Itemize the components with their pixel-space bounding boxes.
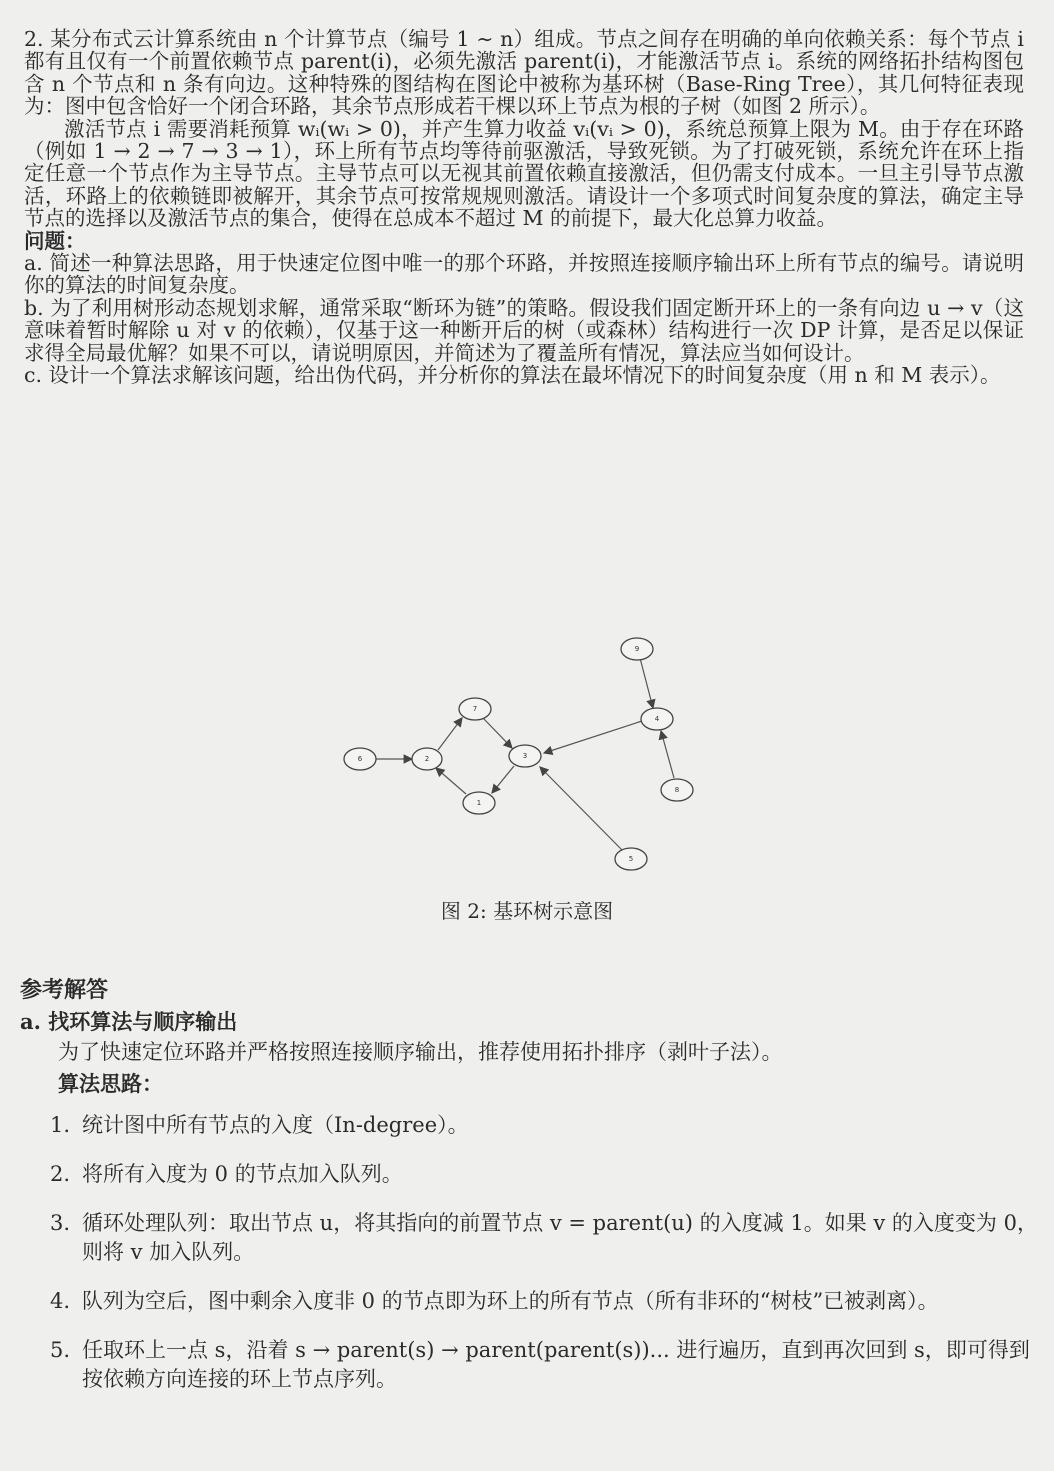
step-text: 将所有入度为 0 的节点加入队列。 — [82, 1162, 403, 1186]
node-label: 5 — [628, 855, 634, 863]
algorithm-steps — [20, 1111, 1040, 1394]
question-a: a. 简述一种算法思路，用于快速定位图中唯一的那个环路，并按照连接顺序输出环上所有节点的编号。请说明你的算法的时间复杂度。 — [24, 251, 1024, 298]
node-label: 8 — [674, 786, 680, 794]
approach-label: 算法思路： — [58, 1071, 163, 1096]
question-b: b. 为了利用树形动态规划求解，通常采取“断环为链”的策略。假设我们固定断开环上的一条有向边 u → v（这意味着暂时解除 u 对 v 的依赖），仅基于这一种断开后的树（或森林）结构进行一次 DP 计算，是否足以保证求得全局最优解？如果不可以，请说明原因，并简述为了覆盖所有情况，算法应当如何设计。 — [24, 295, 1024, 365]
step-number: 5. — [50, 1338, 71, 1362]
edge-1-2 — [436, 768, 466, 794]
edge-5-3 — [540, 767, 622, 850]
questions-heading: 问题： — [24, 228, 86, 253]
node-label: 6 — [357, 755, 363, 763]
step-text: 统计图中所有节点的入度（In-degree）。 — [82, 1113, 469, 1137]
base-ring-tree-diagram — [330, 630, 730, 880]
node-label: 2 — [424, 755, 430, 763]
figure-caption: 图 2: 基环树示意图 — [440, 899, 614, 923]
step-text: 队列为空后，图中剩余入度非 0 的节点即为环上的所有节点（所有非环的“树枝”已被剥离）。 — [82, 1289, 939, 1313]
part-a-title: a. 找环算法与顺序输出 — [20, 1009, 238, 1034]
part-a-intro: 为了快速定位环路并严格按照连接顺序输出，推荐使用拓扑排序（剥叶子法）。 — [58, 1040, 783, 1064]
edge-9-4 — [640, 658, 653, 708]
edge-7-3 — [483, 718, 512, 748]
edge-2-7 — [438, 718, 462, 750]
question-c: c. 设计一个算法求解该问题，给出伪代码，并分析你的算法在最坏情况下的时间复杂度（用 n 和 M 表示）。 — [24, 363, 1001, 388]
list-item — [50, 1160, 1040, 1189]
list-item — [50, 1209, 1040, 1267]
list-item — [50, 1287, 1040, 1316]
node-label: 9 — [634, 645, 640, 653]
problem-paragraph-2: 激活节点 i 需要消耗预算 wᵢ(wᵢ > 0)，并产生算力收益 vᵢ(vᵢ > 0)，系统总预算上限为 M。由于存在环路（例如 1 → 2 → 7 → 3 → 1），环上所有节点均等待前驱激活，导致死锁。为了打破死锁，系统允许在环上指定任意一个节点作为主导节点。主导节点可以无视其前置依赖直接激活，但仍需支付成本。一旦主引导节点激活，环路上的依赖链即被解开，其余节点可按常规规则激活。请设计一个多项式时间复杂度的算法，确定主导节点的选择以及激活节点的集合，使得在总成本不超过 M 的前提下，最大化总算力收益。 — [24, 116, 1024, 231]
edge-4-3 — [544, 721, 642, 753]
step-text: 任取环上一点 s，沿着 s → parent(s) → parent(parent(s))... 进行遍历，直到再次回到 s，即可得到按依赖方向连接的环上节点序列。 — [82, 1338, 1030, 1391]
reference-answer — [20, 975, 1040, 1414]
list-item — [50, 1336, 1040, 1394]
step-number: 3. — [50, 1211, 71, 1235]
step-text: 循环处理队列：取出节点 u，将其指向的前置节点 v = parent(u) 的入度减 1。如果 v 的入度变为 0，则将 v 加入队列。 — [82, 1211, 1038, 1264]
node-label: 3 — [522, 752, 528, 760]
list-item — [50, 1111, 1040, 1140]
step-number: 4. — [50, 1289, 71, 1313]
answer-heading: 参考解答 — [20, 977, 109, 1003]
step-number: 2. — [50, 1162, 71, 1186]
problem-paragraph-1: 2. 某分布式云计算系统由 n 个计算节点（编号 1 ∼ n）组成。节点之间存在明确的单向依赖关系：每个节点 i 都有且仅有一个前置依赖节点 parent(i)，必须先激活 parent(i)，才能激活节点 i。系统的网络拓扑结构图包含 n 个节点和 n 条有向边。这种特殊的图结构在图论中被称为基环树（Base-Ring Tree），其几何特征表现为：图中包含恰好一个闭合环路，其余节点形成若干棵以环上节点为根的子树（如图 2 所示）。 — [24, 27, 1024, 119]
step-number: 1. — [50, 1113, 71, 1137]
edge-8-4 — [661, 731, 674, 778]
node-label: 7 — [472, 705, 478, 713]
edge-3-1 — [492, 766, 514, 793]
node-label: 4 — [654, 715, 660, 723]
node-label: 1 — [476, 799, 482, 807]
problem-statement — [24, 28, 1024, 387]
